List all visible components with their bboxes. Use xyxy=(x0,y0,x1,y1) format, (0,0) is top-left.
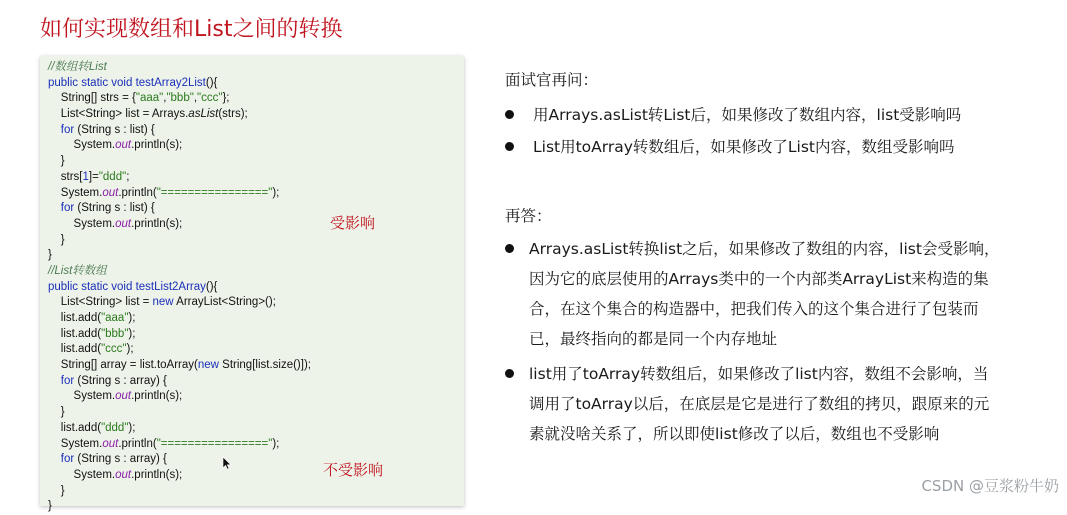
code-line: List<String> list = Arrays.asList(strs); xyxy=(48,108,248,121)
answer-line: 因为它的底层使用的Arrays类中的一个内部类ArrayList来构造的集 xyxy=(529,270,989,288)
code-line: strs[1]="ddd"; xyxy=(48,170,130,183)
code-line: List<String> list = new ArrayList<String>(); xyxy=(48,296,276,309)
code-line: System.out.println(s); xyxy=(48,468,183,481)
code-line: System.out.println(s); xyxy=(48,390,183,403)
code-line: System.out.println("================"); xyxy=(48,437,280,450)
code-line: System.out.println(s); xyxy=(48,217,183,230)
affected-label: 受影响 xyxy=(330,214,376,232)
code-line: for (String s : array) { xyxy=(60,453,167,466)
bullet-icon xyxy=(505,244,514,253)
code-line: } xyxy=(48,249,52,262)
answer-line: Arrays.asList转换list之后，如果修改了数组的内容，list会受影响， xyxy=(529,240,1000,258)
code-line: for (String s : list) { xyxy=(60,123,155,136)
answer-line: 素就没啥关系了，所以即使list修改了以后，数组也不受影响 xyxy=(529,425,940,443)
code-line: //数组转List xyxy=(48,61,107,73)
code-line: String[] array = list.toArray(new String[list.size()]); xyxy=(48,359,311,372)
code-line: list.add("ddd"); xyxy=(48,421,136,434)
mouse-cursor-icon xyxy=(222,456,232,470)
code-line: public static void testList2Array(){ xyxy=(48,280,218,293)
code-line: } xyxy=(48,155,65,168)
bullet-icon xyxy=(505,142,514,151)
answer-heading: 再答： xyxy=(505,207,552,225)
code-line: } xyxy=(48,500,52,513)
code-block xyxy=(48,60,311,515)
answer-line: 已，最终指向的都是同一个内存地址 xyxy=(529,330,778,348)
code-line: list.add("bbb"); xyxy=(48,327,136,340)
code-line: System.out.println(s); xyxy=(48,139,183,152)
code-line: list.add("aaa"); xyxy=(48,312,136,324)
code-line: System.out.println("================"); xyxy=(48,186,280,199)
code-line: for (String s : list) { xyxy=(60,202,155,215)
code-line: list.add("ccc"); xyxy=(48,343,134,356)
code-snippet-panel xyxy=(40,56,464,513)
answer-line: 调用了toArray以后，在底层是它是进行了数组的拷贝，跟原来的元 xyxy=(529,395,990,413)
code-line: for (String s : array) { xyxy=(60,374,167,387)
code-line: } xyxy=(48,484,65,497)
code-line: String[] strs = {"aaa","bbb","ccc"}; xyxy=(48,92,230,105)
bullet-icon xyxy=(505,110,514,119)
code-line: } xyxy=(48,233,65,246)
answer-line: list用了toArray转数组后，如果修改了list内容，数组不会影响，当 xyxy=(529,365,989,383)
code-line: public static void testArray2List(){ xyxy=(48,76,218,89)
bullet-icon xyxy=(505,369,514,378)
not-affected-label: 不受影响 xyxy=(323,461,384,479)
interviewer-heading: 面试官再问： xyxy=(505,71,599,89)
answer-line: 合，在这个集合的构造器中，把我们传入的这个集合进行了包装而 xyxy=(529,300,979,318)
code-line: } xyxy=(48,406,65,419)
watermark: CSDN @豆浆粉牛奶 xyxy=(921,477,1059,495)
page-title: 如何实现数组和List之间的转换 xyxy=(40,17,343,42)
code-line: //List转数组 xyxy=(48,264,107,277)
